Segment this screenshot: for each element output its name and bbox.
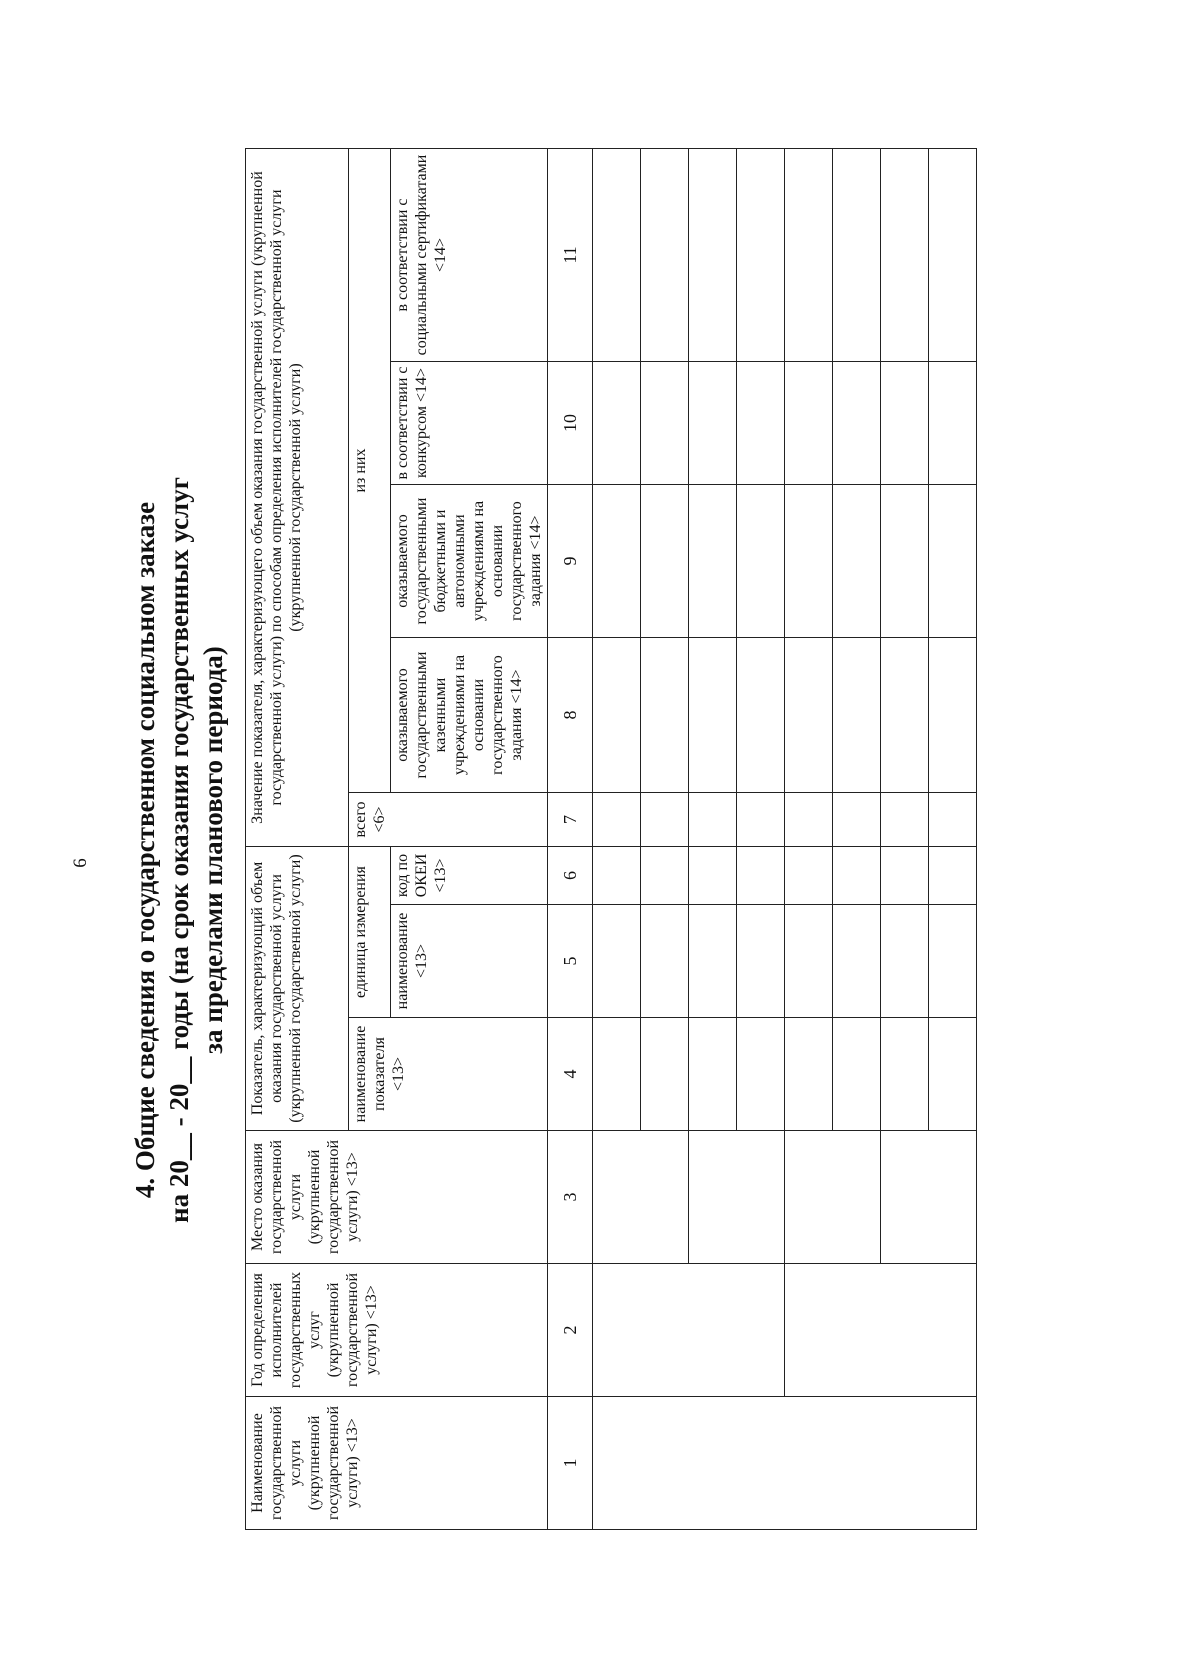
table-cell <box>785 485 833 638</box>
table-cell <box>881 638 929 793</box>
table-cell <box>929 362 977 485</box>
column-number: 1 <box>548 1397 593 1530</box>
table-cell <box>929 149 977 362</box>
table-cell <box>593 1018 641 1131</box>
table-cell <box>929 793 977 847</box>
column-number: 11 <box>548 149 593 362</box>
header-place: Место оказания государственной услуги (укрупненной государственной услуги) <13> <box>246 1131 548 1264</box>
table-cell <box>689 149 737 362</box>
table-cell <box>785 793 833 847</box>
page-number: 6 <box>70 858 91 868</box>
table-cell <box>689 638 737 793</box>
header-total: всего <6> <box>349 793 548 847</box>
column-number: 9 <box>548 485 593 638</box>
column-number: 6 <box>548 847 593 905</box>
table-cell <box>785 362 833 485</box>
table-cell <box>593 1397 977 1530</box>
table-cell <box>881 1018 929 1131</box>
table-cell <box>929 1018 977 1131</box>
table-cell <box>833 362 881 485</box>
table-cell <box>593 485 641 638</box>
table-cell <box>689 1018 737 1131</box>
header-indicator-group: Показатель, характеризующий объем оказания государственной услуги (укрупненной государственной услуги) <box>246 847 349 1131</box>
table-cell <box>737 362 785 485</box>
table-cell <box>641 485 689 638</box>
table-cell <box>689 793 737 847</box>
table-cell <box>641 638 689 793</box>
table-cell <box>929 638 977 793</box>
column-number: 4 <box>548 1018 593 1131</box>
column-number: 7 <box>548 793 593 847</box>
header-unit-okei: код по ОКЕИ <13> <box>391 847 548 905</box>
table-cell <box>737 485 785 638</box>
table-cell <box>641 1018 689 1131</box>
header-unit-group: единица измерения <box>349 847 391 1018</box>
table-cell <box>785 1018 833 1131</box>
section-title <box>128 140 240 1560</box>
table-cell <box>881 149 929 362</box>
table-cell <box>881 485 929 638</box>
table-cell <box>785 149 833 362</box>
table-cell <box>593 149 641 362</box>
table-cell <box>881 847 929 905</box>
table-cell <box>689 905 737 1018</box>
table-cell <box>641 149 689 362</box>
table-row <box>785 149 833 1530</box>
table-cell <box>833 1018 881 1131</box>
table-cell <box>689 485 737 638</box>
header-subcol-11: в соответствии с социальными сертификатами <14> <box>391 149 548 362</box>
table-cell <box>737 847 785 905</box>
header-subcol-9: оказываемого государственными бюджетными и автономными учреждениями на основании государственного задания <14> <box>391 485 548 638</box>
table-cell <box>593 793 641 847</box>
table-cell <box>593 1131 689 1264</box>
table-cell <box>593 905 641 1018</box>
table-cell <box>785 1264 977 1397</box>
column-number: 5 <box>548 905 593 1018</box>
table-cell <box>833 847 881 905</box>
table-cell <box>929 905 977 1018</box>
table-cell <box>593 362 641 485</box>
header-subcol-8: оказываемого государственными казенными учреждениями на основании государственного задания <14> <box>391 638 548 793</box>
header-indicator-name: наименование показателя <13> <box>349 1018 548 1131</box>
table-cell <box>689 362 737 485</box>
table-cell <box>881 793 929 847</box>
table-cell <box>737 905 785 1018</box>
table-row <box>593 149 641 1530</box>
header-year: Год определения исполнителей государственных услуг (укрупненной государственной услуги) <13> <box>246 1264 548 1397</box>
table-cell <box>833 793 881 847</box>
title-line-2: на 20__ - 20__ годы (на срок оказания государственных услуг <box>164 477 194 1223</box>
social-order-table <box>245 148 977 1530</box>
table-cell <box>833 149 881 362</box>
header-service-name: Наименование государственной услуги (укрупненной государственной услуги) <13> <box>246 1397 548 1530</box>
table-cell <box>881 362 929 485</box>
column-number: 2 <box>548 1264 593 1397</box>
table-cell <box>785 847 833 905</box>
header-unit-name: наименование <13> <box>391 905 548 1018</box>
table-cell <box>785 638 833 793</box>
table-cell <box>833 485 881 638</box>
header-subcol-10: в соответствии с конкурсом <14> <box>391 362 548 485</box>
table-cell <box>641 847 689 905</box>
header-of-them: из них <box>349 149 391 793</box>
table-cell <box>881 1131 977 1264</box>
table-cell <box>593 847 641 905</box>
rotated-form-page <box>128 140 1058 1560</box>
table-cell <box>737 149 785 362</box>
table-cell <box>737 793 785 847</box>
table-cell <box>833 905 881 1018</box>
table-cell <box>929 847 977 905</box>
table-cell <box>737 638 785 793</box>
table-cell <box>593 638 641 793</box>
table-cell <box>785 1131 881 1264</box>
table-cell <box>929 485 977 638</box>
table-cell <box>785 905 833 1018</box>
table-cell <box>737 1018 785 1131</box>
table-cell <box>593 1264 785 1397</box>
column-number: 3 <box>548 1131 593 1264</box>
column-number: 10 <box>548 362 593 485</box>
table-cell <box>641 793 689 847</box>
title-line-3: за пределами планового периода) <box>198 646 228 1054</box>
table-cell <box>689 1131 785 1264</box>
table-cell <box>833 638 881 793</box>
column-number: 8 <box>548 638 593 793</box>
table-cell <box>881 905 929 1018</box>
title-line-1: 4. Общие сведения о государственном социальном заказе <box>130 501 160 1199</box>
table-cell <box>641 362 689 485</box>
table-cell <box>689 847 737 905</box>
header-value-group: Значение показателя, характеризующего объем оказания государственной услуги (укрупненной государственной услуги) по способам определения исполнителей государственной услуги (укрупненной государственной услуги) <box>246 149 349 847</box>
table-cell <box>641 905 689 1018</box>
